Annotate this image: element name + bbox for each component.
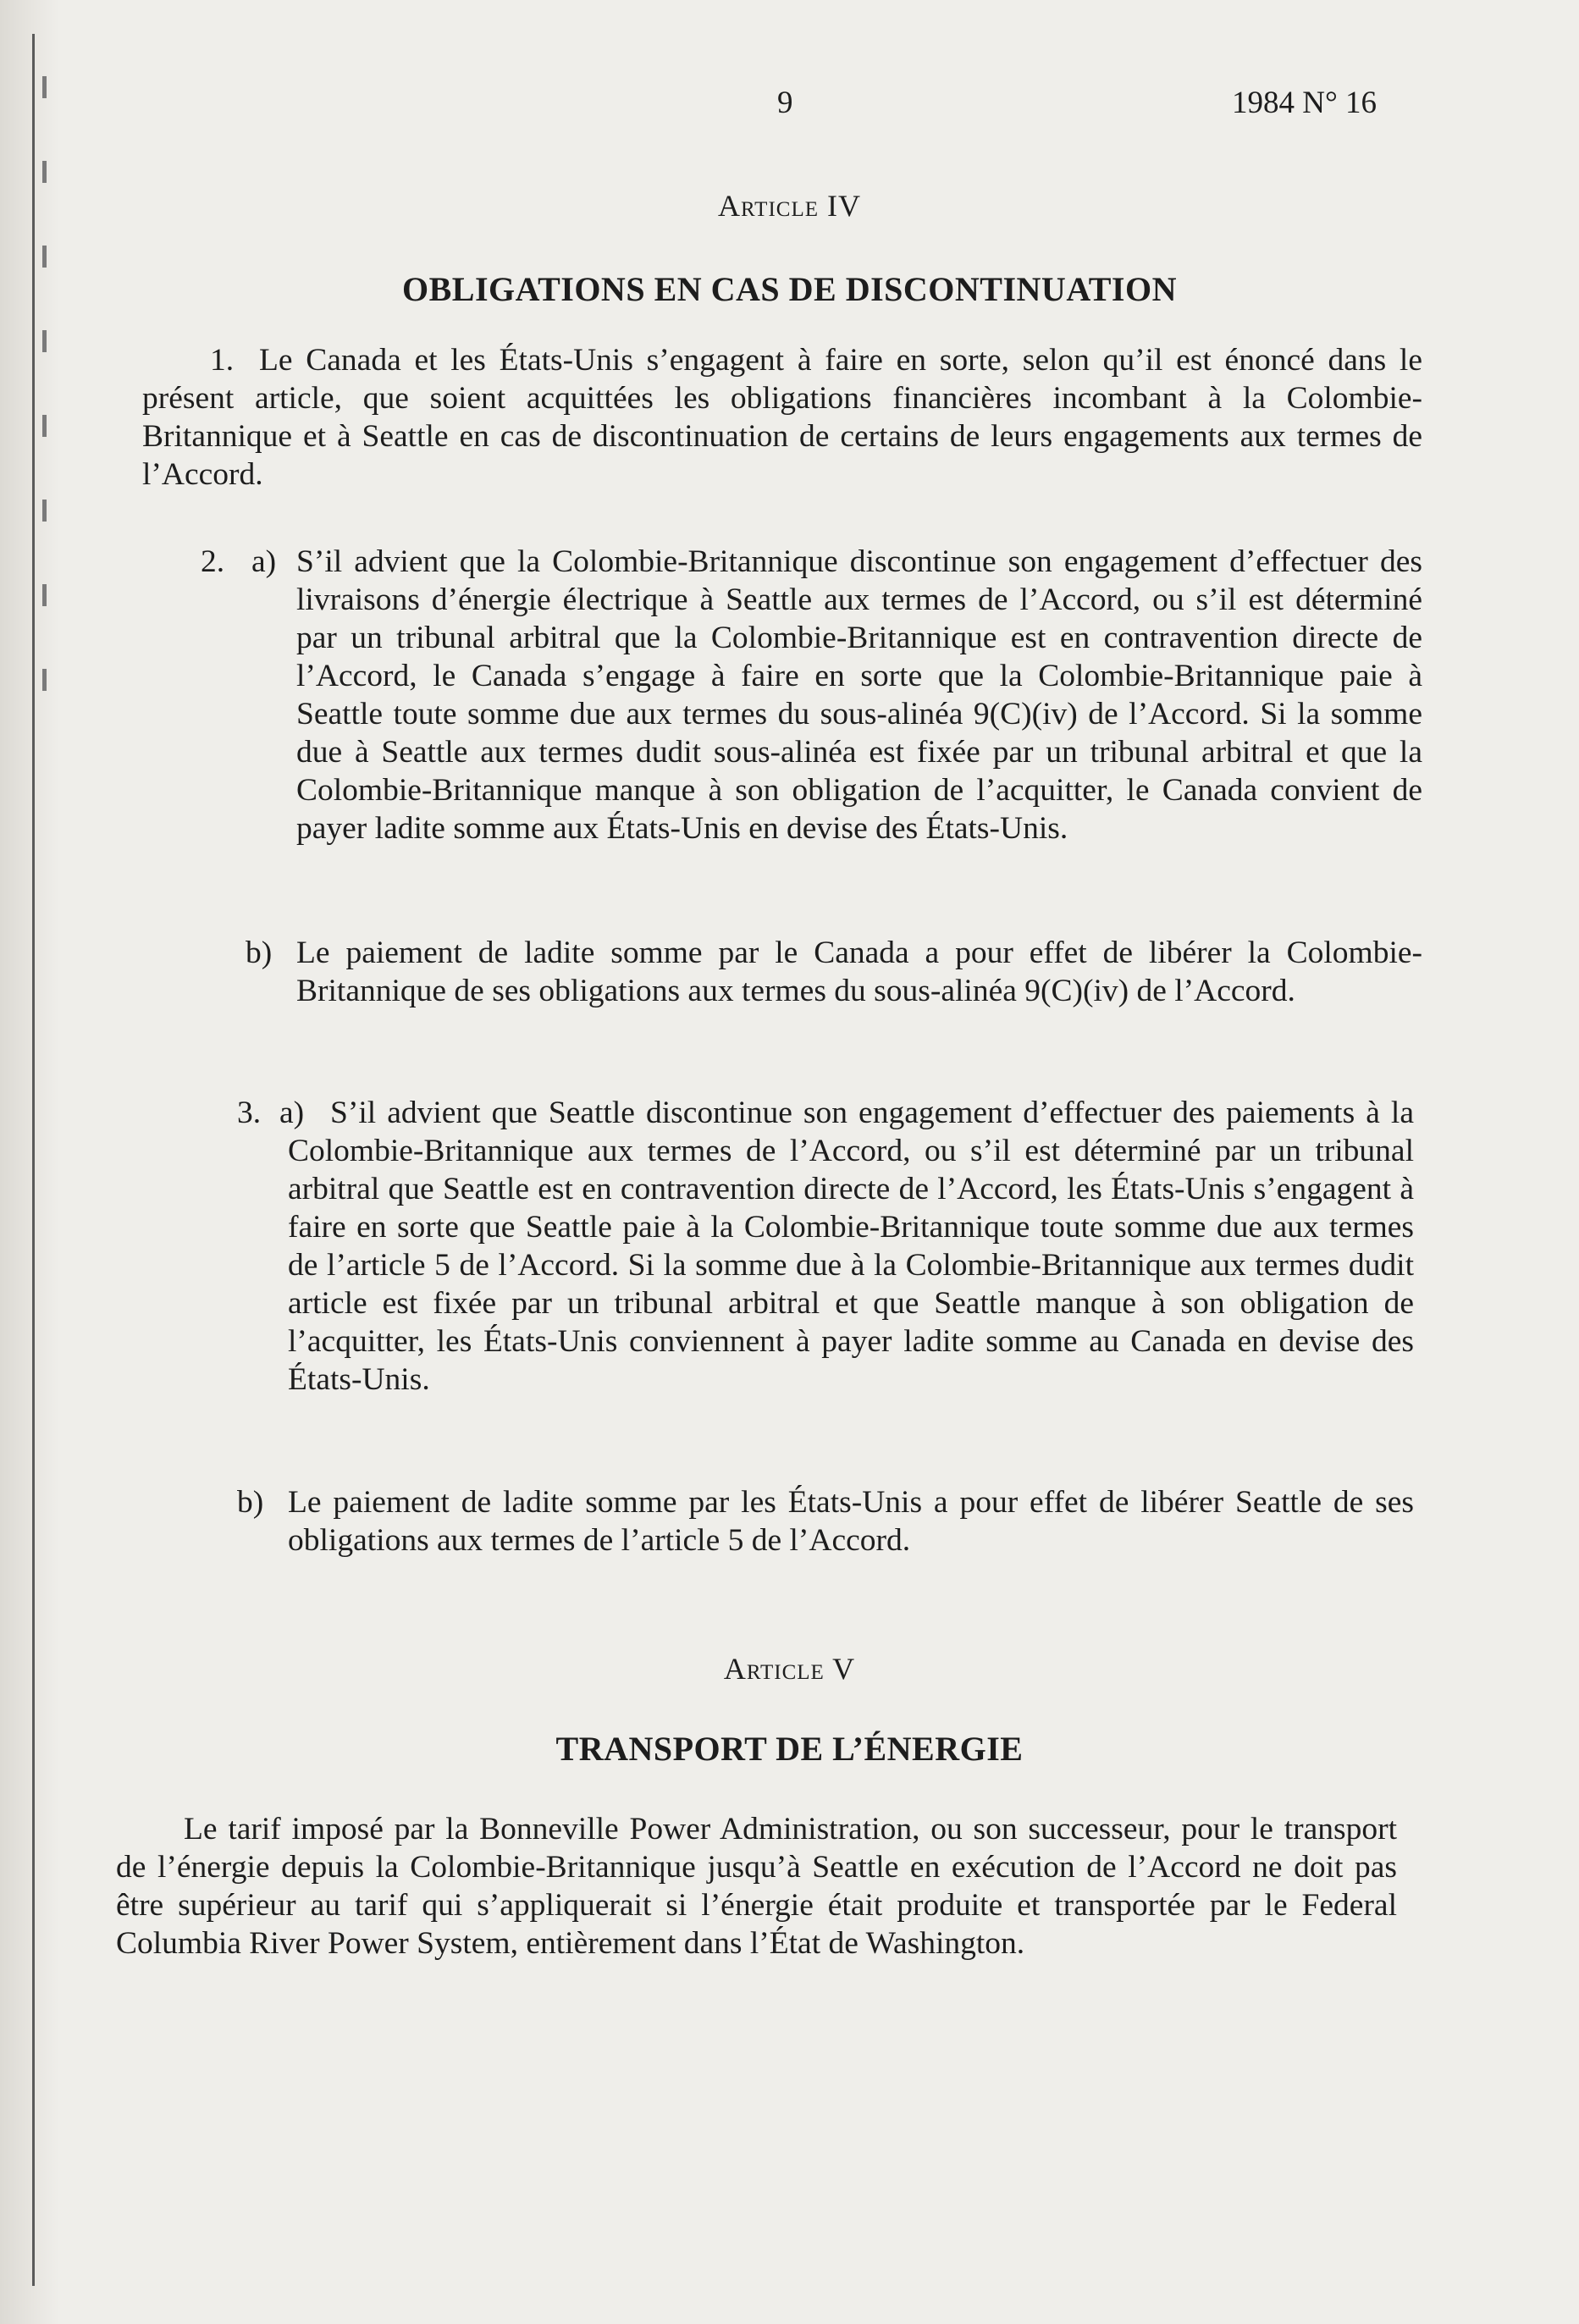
subparagraph-label: b) — [237, 1485, 264, 1520]
binding-tick — [42, 330, 47, 352]
article-iv-paragraph-2b: Le paiement de ladite somme par le Canada a pour effet de libérer la Colombie-Britannique de ses obligations aux termes du sous-alinéa 9(C)(iv) de l’Accord. — [296, 936, 1422, 1008]
article-iv-heading: Article IV — [718, 189, 861, 223]
binding-tick — [42, 669, 47, 691]
document-reference: 1984 N° 16 — [1232, 86, 1377, 120]
subparagraph-label: a) — [279, 1096, 305, 1130]
paragraph-number: 1. — [210, 343, 235, 378]
paragraph-number: 2. — [201, 544, 225, 579]
binding-line — [32, 34, 35, 2286]
binding-tick — [42, 246, 47, 268]
binding-tick — [42, 161, 47, 183]
paragraph-number: 3. — [237, 1096, 262, 1130]
subparagraph-label: b) — [246, 936, 273, 970]
binding-tick — [42, 415, 47, 437]
article-iv-paragraph-2a: S’il advient que la Colombie-Britannique discontinue son engagement d’effectuer des livraisons d’énergie électrique à Seattle aux termes de l’Accord, ou s’il est déterminé par un tribunal arbitral que la Colombie-Britannique est en contravention directe de l’Accord, le Canada s’engage à faire en sorte que la Colombie-Britannique paie à Seattle toute somme due aux termes du sous-alinéa 9(C)(iv) de l’Accord. Si la somme due à Seattle aux termes dudit sous-alinéa est fixée par un tribunal arbitral et que la Colombie-Britannique manque à son obligation de l’acquitter, le Canada convient de payer ladite somme aux États-Unis en devise des États-Unis. — [296, 544, 1422, 846]
article-iv-paragraph-3b: Le paiement de ladite somme par les États-Unis a pour effet de libérer Seattle de ses obligations aux termes de l’article 5 de l’Accord. — [288, 1485, 1414, 1558]
page-number: 9 — [777, 86, 793, 120]
article-iv-title: OBLIGATIONS EN CAS DE DISCONTINUATION — [402, 270, 1177, 308]
binding-tick — [42, 500, 47, 522]
article-v-title: TRANSPORT DE L’ÉNERGIE — [555, 1730, 1024, 1768]
binding-gutter — [0, 0, 59, 2324]
article-iv-paragraph-1: Le Canada et les États-Unis s’engagent à faire en sorte, selon qu’il est énoncé dans le présent article, que soient acquittées les obligations financières incombant à la Colombie-Britannique et à Seattle en cas de discontinuation de certains de leurs engagements aux termes de l’Accord. — [142, 343, 1422, 492]
article-v-heading: Article V — [723, 1652, 856, 1686]
binding-tick — [42, 76, 47, 98]
article-v-paragraph-1: Le tarif imposé par la Bonneville Power Administration, ou son successeur, pour le transport de l’énergie depuis la Colombie-Britannique jusqu’à Seattle en exécution de l’Accord ne doit pas être supérieur au tarif qui s’appliquerait si l’énergie était produite et transportée par le Federal Columbia River Power System, entièrement dans l’État de Washington. — [116, 1812, 1397, 1961]
subparagraph-label: a) — [251, 544, 277, 579]
binding-tick — [42, 584, 47, 606]
article-iv-paragraph-3a: S’il advient que Seattle discontinue son engagement d’effectuer des paiements à la Colombie-Britannique aux termes de l’Accord, ou s’il est déterminé par un tribunal arbitral que Seattle est en contravention directe de l’Accord, les États-Unis s’engagent à faire en sorte que Seattle paie à la Colombie-Britannique toute somme due aux termes de l’article 5 de l’Accord. Si la somme due à la Colombie-Britannique aux termes dudit article est fixée par un tribunal arbitral et que Seattle manque à son obligation de l’acquitter, les États-Unis conviennent à payer ladite somme au Canada en devise des États-Unis. — [288, 1096, 1414, 1397]
